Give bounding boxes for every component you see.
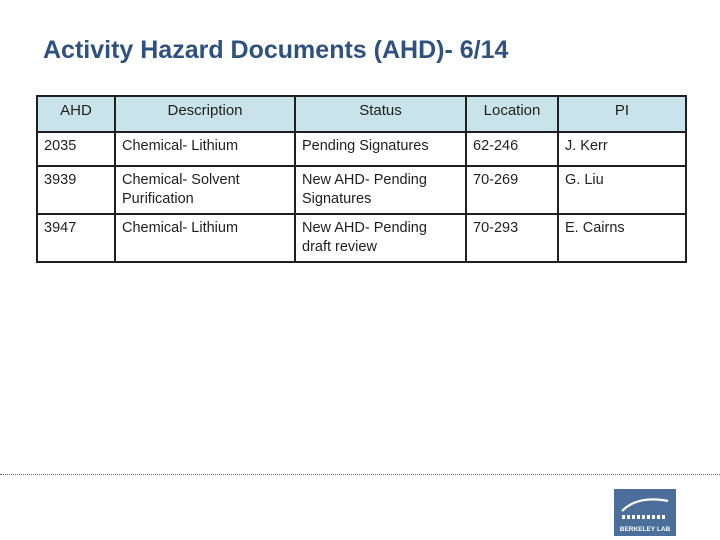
pi-cell: G. Liu (558, 166, 686, 214)
status-cell: New AHD- Pending Signatures (295, 166, 466, 214)
slide-title: Activity Hazard Documents (AHD)- 6/14 (43, 36, 509, 64)
table-header-row (37, 96, 686, 132)
description-cell: Chemical- Lithium (115, 132, 295, 166)
location-cell: 62-246 (466, 132, 558, 166)
pi-cell: J. Kerr (558, 132, 686, 166)
location-cell: 70-293 (466, 214, 558, 262)
logo-wordmark: BERKELEY LAB (619, 526, 671, 533)
description-cell: Chemical- Lithium (115, 214, 295, 262)
ahd-table (36, 95, 687, 263)
column-header-description: Description (115, 96, 295, 132)
ahd-number-cell: 2035 (37, 132, 115, 166)
location-cell: 70-269 (466, 166, 558, 214)
description-cell: Chemical- Solvent Purification (115, 166, 295, 214)
column-header-status: Status (295, 96, 466, 132)
column-header-location: Location (466, 96, 558, 132)
ahd-number-cell: 3947 (37, 214, 115, 262)
status-cell: Pending Signatures (295, 132, 466, 166)
footer-divider (0, 474, 720, 475)
column-header-ahd: AHD (37, 96, 115, 132)
table-row (37, 166, 686, 214)
table-row (37, 132, 686, 166)
status-cell: New AHD- Pending draft review (295, 214, 466, 262)
column-header-pi: PI (558, 96, 686, 132)
pi-cell: E. Cairns (558, 214, 686, 262)
berkeley-lab-logo (614, 489, 676, 536)
ahd-number-cell: 3939 (37, 166, 115, 214)
berkeley-lab-logo-icon (614, 489, 676, 536)
table-row (37, 214, 686, 262)
